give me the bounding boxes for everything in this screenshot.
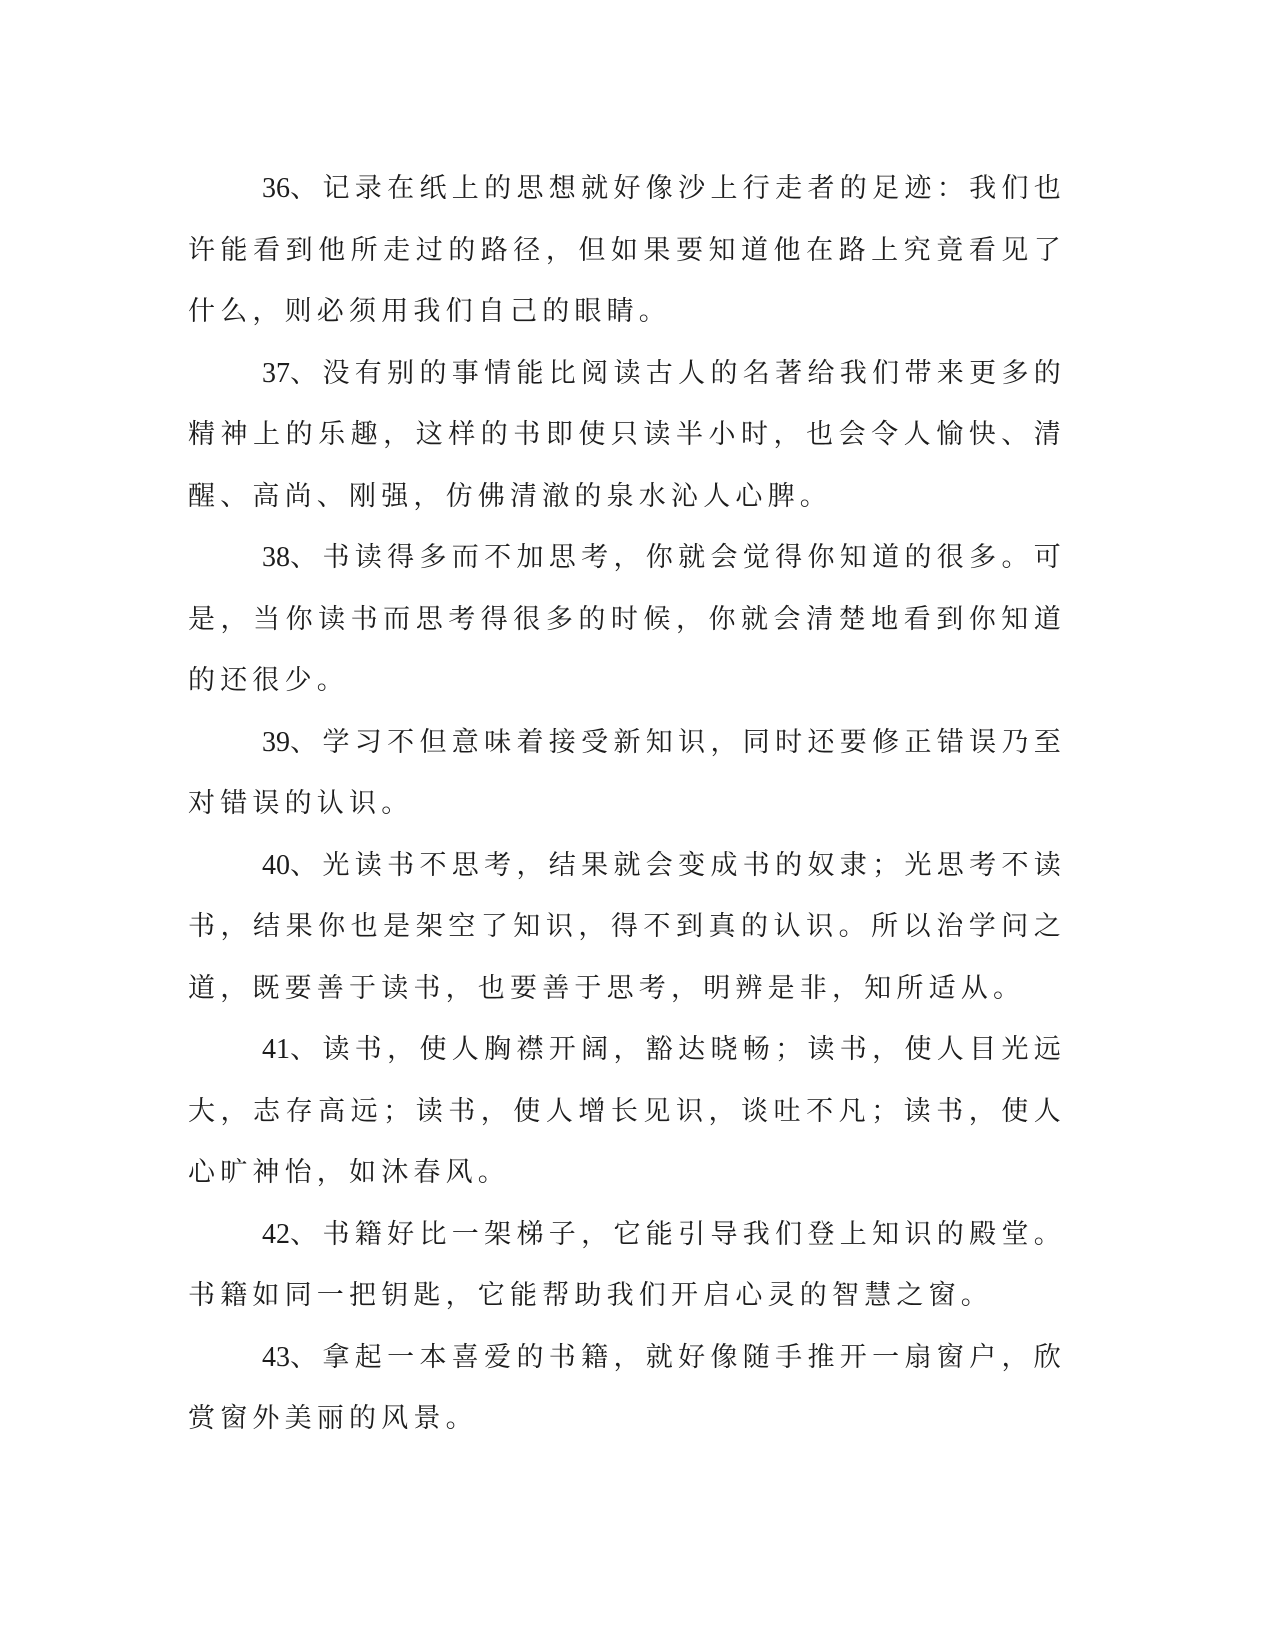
quote-text: 、光读书不思考，结果就会变成书的奴隶；光思考不读书，结果你也是架空了知识，得不到真的认识。所以治学问之道，既要善于读书，也要善于思考，明辨是非，知所适从。 [188,849,1066,1004]
quote-number: 40 [262,849,290,881]
quote-text: 、记录在纸上的思想就好像沙上行走者的足迹：我们也许能看到他所走过的路径，但如果要知道他在路上究竟看见了什么，则必须用我们自己的眼睛。 [188,173,1066,327]
quote-number: 39 [262,726,290,758]
quote-paragraph-40 [188,835,1066,1020]
quote-number: 37 [262,357,290,389]
quote-number: 38 [262,542,290,573]
quote-paragraph-41 [188,1019,1066,1204]
quote-text: 、学习不但意味着接受新知识，同时还要修正错误乃至对错误的认识。 [188,726,1066,819]
quote-number: 41 [262,1034,290,1065]
quote-paragraph-38 [188,527,1066,712]
quote-paragraph-37 [188,343,1066,528]
quote-text: 、书籍好比一架梯子，它能引导我们登上知识的殿堂。书籍如同一把钥匙，它能帮助我们开启心灵的智慧之窗。 [188,1218,1066,1311]
quote-number: 42 [262,1218,290,1250]
quote-number: 43 [262,1341,290,1373]
quote-paragraph-43 [188,1327,1066,1450]
document-body [188,158,1066,1450]
quote-text: 、拿起一本喜爱的书籍，就好像随手推开一扇窗户，欣赏窗外美丽的风景。 [188,1341,1066,1434]
quote-text: 、读书，使人胸襟开阔，豁达晓畅；读书，使人目光远大，志存高远；读书，使人增长见识，谈吐不凡；读书，使人心旷神怡，如沐春风。 [188,1034,1066,1188]
quote-number: 36 [262,173,290,204]
quote-text: 、书读得多而不加思考，你就会觉得你知道的很多。可是，当你读书而思考得很多的时候，你就会清楚地看到你知道的还很少。 [188,542,1066,696]
quote-paragraph-42 [188,1204,1066,1327]
quote-text: 、没有别的事情能比阅读古人的名著给我们带来更多的精神上的乐趣，这样的书即使只读半小时，也会令人愉快、清醒、高尚、刚强，仿佛清澈的泉水沁人心脾。 [188,357,1066,512]
quote-paragraph-39 [188,712,1066,835]
quote-paragraph-36 [188,158,1066,343]
